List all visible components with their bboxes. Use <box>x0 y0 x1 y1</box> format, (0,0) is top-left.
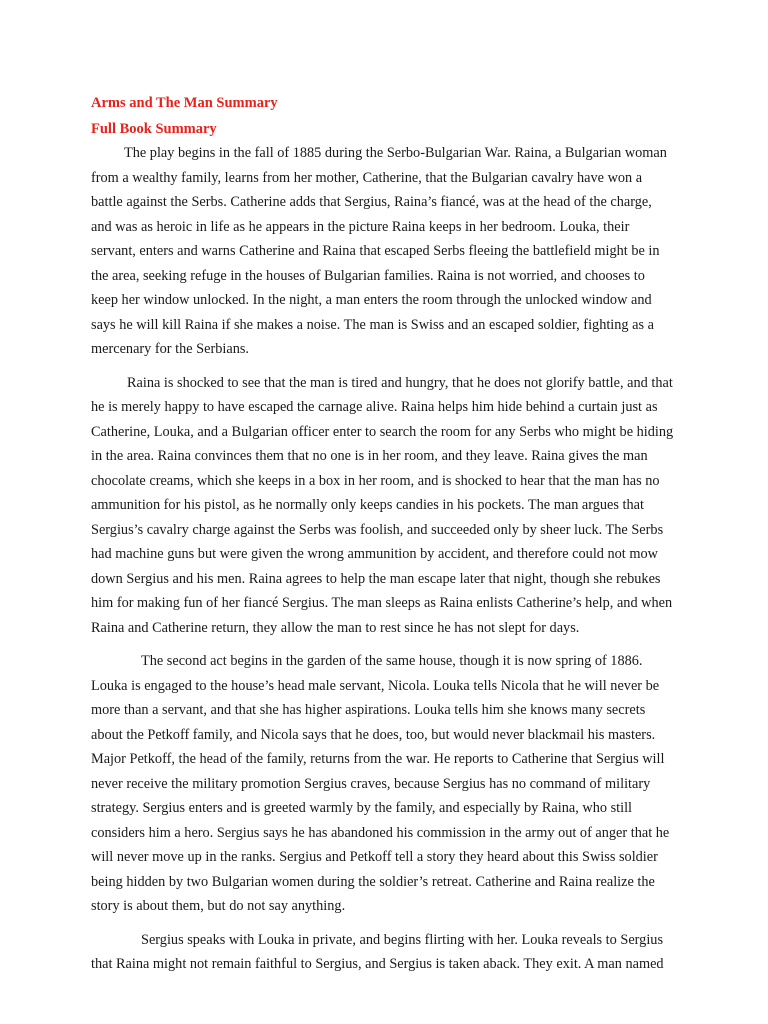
paragraph: The play begins in the fall of 1885 during the Serbo-Bulgarian War. Raina, a Bulgarian woman from a wealthy family, learns from her mother, Catherine, that the Bulgarian cavalry have won a battle against the Serbs. Catherine adds that Sergius, Raina’s fiancé, was at the head of the charge, and was as heroic in life as he appears in the picture Raina keeps in her bedroom. Louka, their servant, enters and warns Catherine and Raina that escaped Serbs fleeing the battlefield might be in the area, seeking refuge in the houses of Bulgarian families. Raina is not worried, and chooses to keep her window unlocked. In the night, a man enters the room through the unlocked window and says he will kill Raina if she makes a noise. The man is Swiss and an escaped soldier, fighting as a mercenary for the Serbians. <box>91 145 667 357</box>
document-title: Arms and The Man Summary <box>91 95 278 111</box>
paragraph: Sergius speaks with Louka in private, and begins flirting with her. Louka reveals to Sergius that Raina might not remain faithful to Sergius, and Sergius is taken aback. They exit. A man named <box>91 931 664 972</box>
paragraph: Raina is shocked to see that the man is tired and hungry, that he does not glorify battle, and that he is merely happy to have escaped the carnage alive. Raina helps him hide behind a curtain just as Catherine, Louka, and a Bulgarian officer enter to search the room for any Serbs who might be hiding in the area. Raina convinces them that no one is in her room, and they leave. Raina gives the man chocolate creams, which she keeps in a box in her room, and is shocked to hear that the man has no ammunition for his pistol, as he normally only keeps candies in his pockets. The man argues that Sergius’s cavalry charge against the Serbs was foolish, and succeeded only by sheer luck. The Serbs had machine guns but were given the wrong ammunition by accident, and therefore could not mow down Sergius and his men. Raina agrees to help the man escape later that night, though she rebukes him for making fun of her fiancé Sergius. The man sleeps as Raina enlists Catherine’s help, and when Raina and Catherine return, they allow the man to rest since he has not slept for days. <box>91 374 674 636</box>
document-subtitle: Full Book Summary <box>91 121 217 137</box>
paragraph: The second act begins in the garden of the same house, though it is now spring of 1886. Louka is engaged to the house’s head male servant, Nicola. Louka tells Nicola that he will never be more than a servant, and that she has higher aspirations. Louka tells him she knows many secrets about the Petkoff family, and Nicola says that he does, too, but would never blackmail his masters. Major Petkoff, the head of the family, returns from the war. He reports to Catherine that Sergius will never receive the military promotion Sergius craves, because Sergius has no command of military strategy. Sergius enters and is greeted warmly by the family, and especially by Raina, who still considers him a hero. Sergius says he has abandoned his commission in the army out of anger that he will never move up in the ranks. Sergius and Petkoff tell a story they heard about this Swiss soldier being hidden by two Bulgarian women during the soldier’s retreat. Catherine and Raina realize the story is about them, but do not say anything. <box>91 653 670 914</box>
